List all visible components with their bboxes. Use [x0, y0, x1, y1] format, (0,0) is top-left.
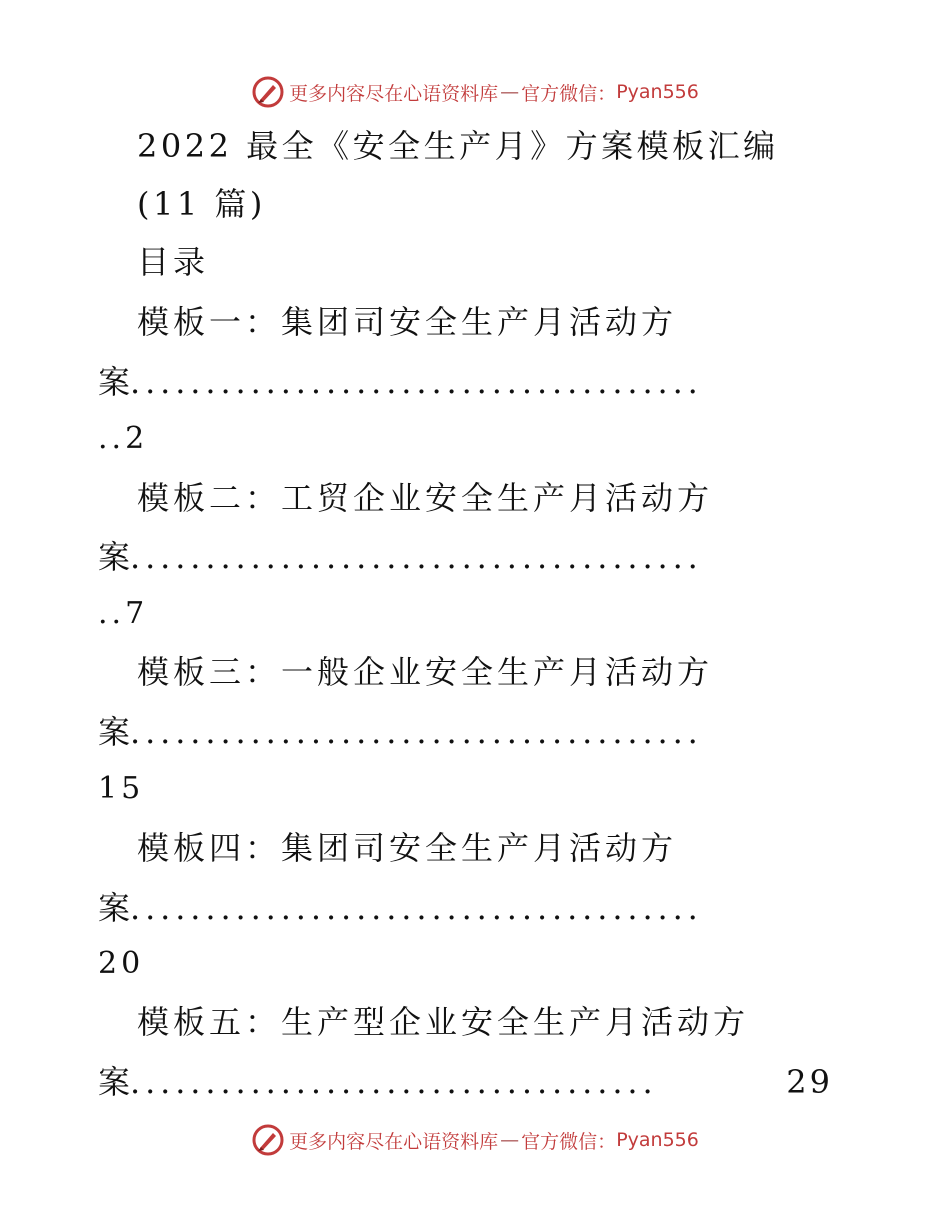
toc-entry-5-head: 案 — [98, 1063, 131, 1101]
banner-wechat-label: 官方微信： — [521, 1130, 617, 1153]
banner-separator: — — [500, 81, 520, 103]
toc-entry-2-page: ..7 — [98, 596, 149, 631]
banner-wechat-id: Pyan556 — [616, 1129, 699, 1151]
toc-entry-4-leader-line[interactable] — [98, 888, 840, 928]
pen-nib-logo-icon — [251, 75, 285, 109]
toc-entry-3-head: 案 — [98, 713, 131, 751]
toc-entry-3-leader-line[interactable] — [98, 712, 840, 752]
header-watermark-banner — [0, 70, 950, 114]
document-title-line2: (11 篇) — [137, 185, 266, 223]
banner-text: 更多内容尽在心语资料库 — [289, 1130, 499, 1153]
pen-nib-logo-icon — [251, 1123, 285, 1157]
toc-entry-5-dots: ................................... — [130, 1063, 658, 1101]
toc-entry-1-leader-line[interactable] — [98, 362, 840, 402]
toc-entry-4-page: 20 — [98, 946, 145, 981]
toc-entry-2-dots: ...................................... — [130, 538, 703, 576]
toc-entry-4-dots: ...................................... — [130, 889, 703, 927]
toc-entry-4-title[interactable]: 模板四：集团司安全生产月活动方 — [137, 829, 678, 867]
toc-entry-5-page: 29 — [786, 1063, 833, 1101]
toc-entry-3-title[interactable]: 模板三：一般企业安全生产月活动方 — [137, 653, 714, 691]
toc-heading: 目录 — [137, 243, 210, 281]
toc-entry-1-page: ..2 — [98, 421, 149, 456]
toc-entry-4-head: 案 — [98, 889, 131, 927]
toc-entry-3-page: 15 — [98, 771, 145, 806]
toc-entry-5-title[interactable]: 模板五：生产型企业安全生产月活动方 — [137, 1003, 750, 1041]
toc-entry-2-leader-line[interactable] — [98, 537, 840, 577]
toc-entry-3-dots: ...................................... — [130, 713, 703, 751]
banner-text: 更多内容尽在心语资料库 — [289, 82, 499, 105]
document-title-line1: 2022 最全《安全生产月》方案模板汇编 — [137, 127, 779, 165]
footer-watermark-banner — [0, 1118, 950, 1162]
toc-entry-1-dots: ...................................... — [130, 363, 703, 401]
toc-entry-1-head: 案 — [98, 363, 131, 401]
toc-entry-1-title[interactable]: 模板一：集团司安全生产月活动方 — [137, 303, 678, 341]
toc-entry-5-leader-line[interactable] — [98, 1062, 833, 1102]
toc-entry-2-title[interactable]: 模板二：工贸企业安全生产月活动方 — [137, 479, 714, 517]
toc-entry-2-head: 案 — [98, 538, 131, 576]
banner-wechat-label: 官方微信： — [521, 82, 617, 105]
banner-separator: — — [500, 1129, 520, 1151]
banner-wechat-id: Pyan556 — [616, 81, 699, 103]
